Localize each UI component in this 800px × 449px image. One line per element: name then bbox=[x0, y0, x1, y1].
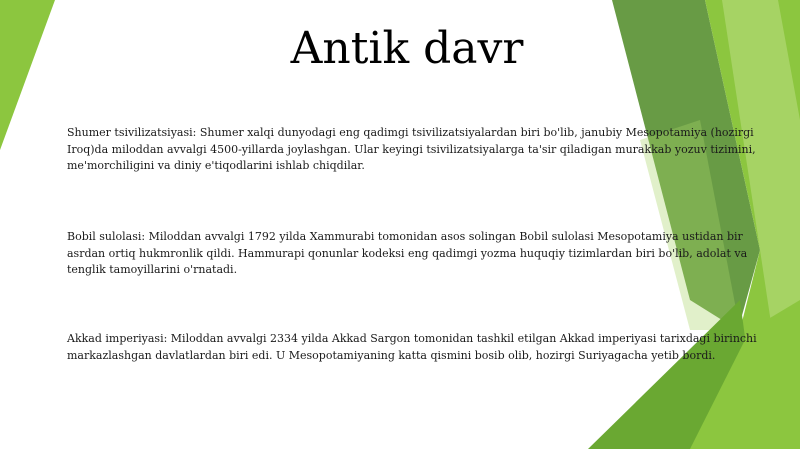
paragraph-akkad: Akkad imperiyasi: Miloddan avvalgi 2334 yilda Akkad Sargon tomonidan tashkil etilgan Akkad imperiyasi tarixdagi birinchi markazlashgan davlatlardan biri edi. U Mesopotamiyaning katta qismini bosib olib, hozirgi Suriyagacha yetib bordi. bbox=[67, 332, 757, 362]
paragraph-sumer: Shumer tsivilizatsiyasi: Shumer xalqi dunyodagi eng qadimgi tsivilizatsiyalardan biri bo'lib, janubiy Mesopotamiya (hozirgi Iroq)da miloddan avvalgi 4500-yillarda joylashgan. Ular keyingi tsivilizatsiyalarga ta'sir qiladigan murakkab yozuv tizimini, me'morchiligini va diniy e'tiqodlarini ishlab chiqdilar. bbox=[67, 126, 756, 172]
paragraph-babylon: Bobil sulolasi: Miloddan avvalgi 1792 yilda Xammurabi tomonidan asos solingan Bobil sulolasi Mesopotamiya ustidan bir asrdan ortiq hukmronlik qildi. Hammurapi qonunlar kodeksi eng qadimgi yozma huquqiy tizimlardan biri bo'lib, adolat va tenglik tamoyillarini o'rnatadi. bbox=[67, 230, 748, 276]
slide-title: Antik davr bbox=[290, 23, 524, 74]
